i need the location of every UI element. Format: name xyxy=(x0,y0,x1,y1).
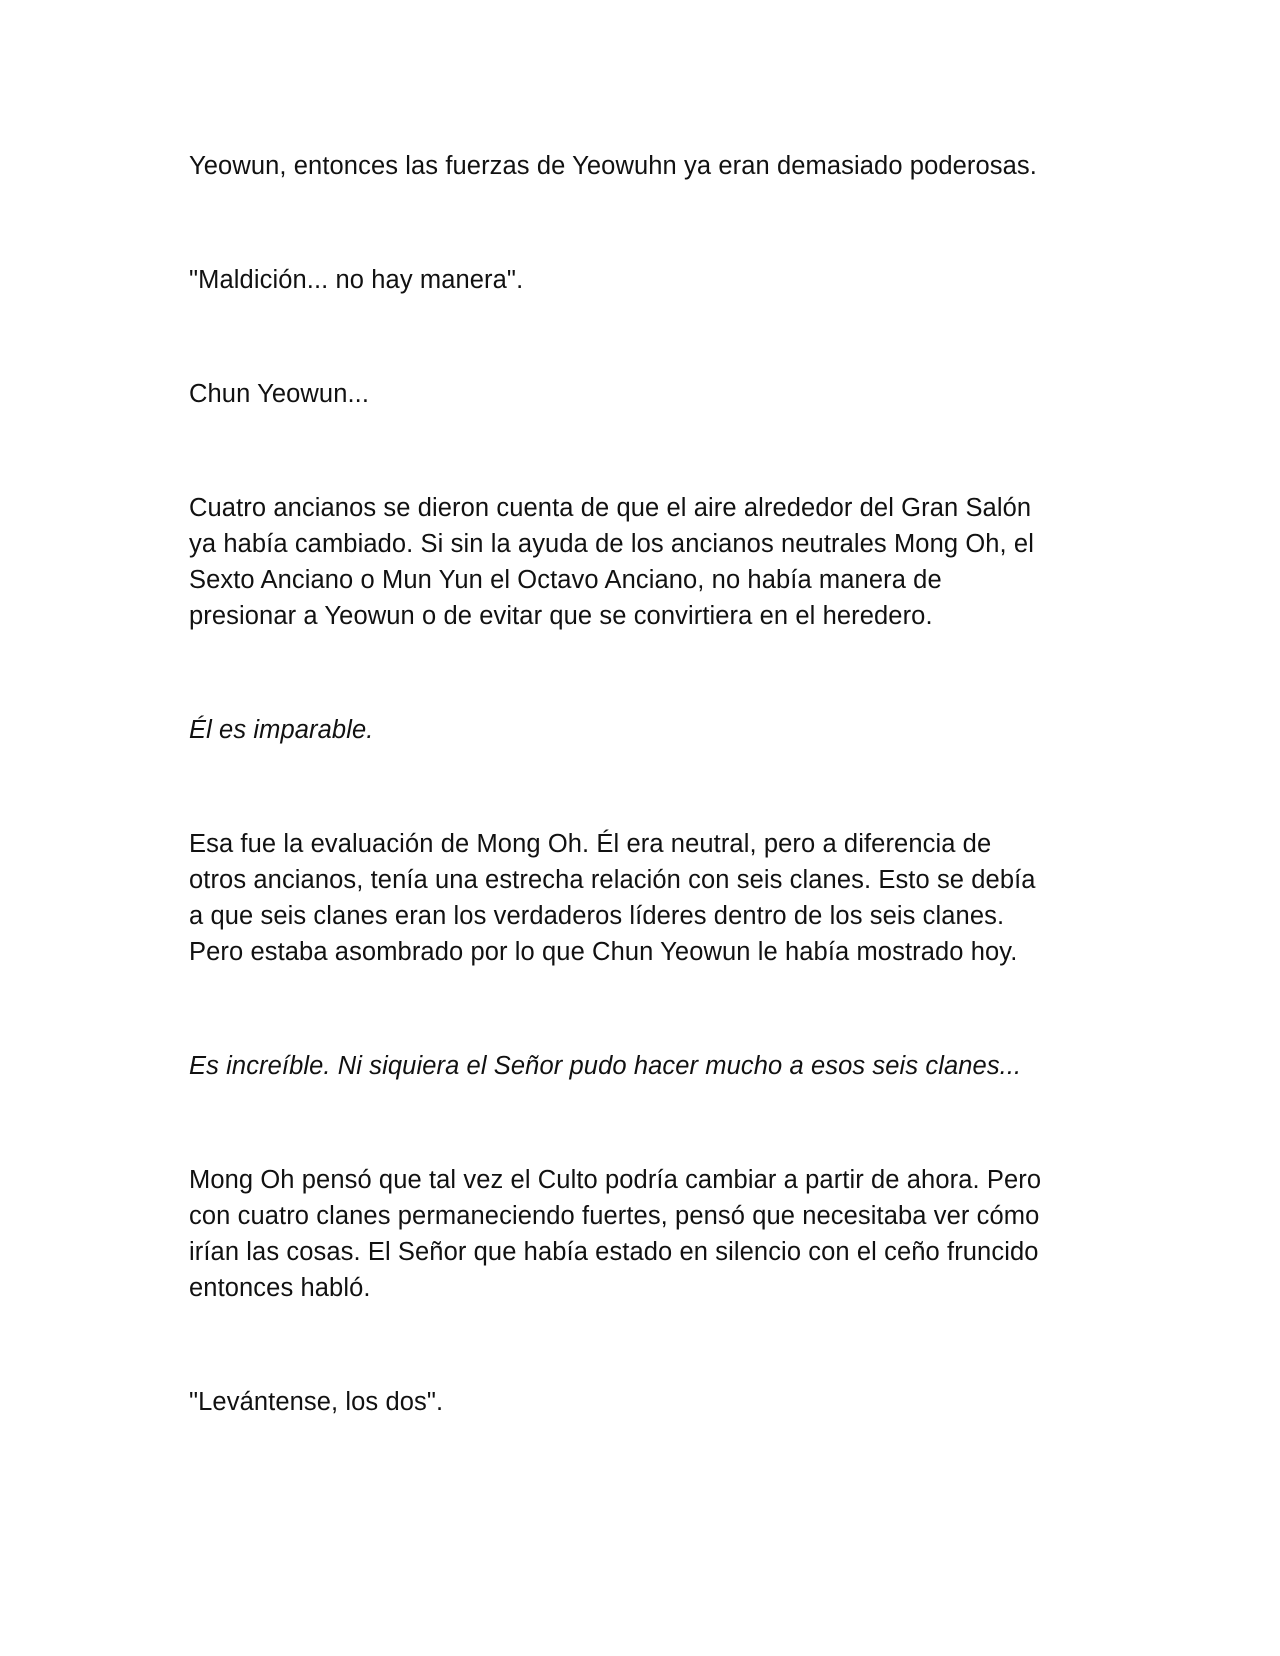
paragraph-9: "Levántense, los dos". xyxy=(189,1388,444,1416)
paragraph-3: Chun Yeowun... xyxy=(189,380,370,408)
paragraph-4: Cuatro ancianos se dieron cuenta de que el aire alrededor del Gran Salón ya había cambiado. Si sin la ayuda de los ancianos neutrales Mong Oh, el Sexto Anciano o Mun Yun el Octavo Anciano, no había manera de presionar a Yeowun o de evitar que se convirtiera en el heredero. xyxy=(189,494,1034,630)
paragraph-5: Él es imparable. xyxy=(189,716,374,744)
paragraph-6: Esa fue la evaluación de Mong Oh. Él era neutral, pero a diferencia de otros ancianos, tenía una estrecha relación con seis clanes. Esto se debía a que seis clanes eran los verdaderos líderes dentro de los seis clanes. Pero estaba asombrado por lo que Chun Yeowun le había mostrado hoy. xyxy=(189,830,1036,966)
paragraph-1: Yeowun, entonces las fuerzas de Yeowuhn ya eran demasiado poderosas. xyxy=(189,152,1037,180)
paragraph-8: Mong Oh pensó que tal vez el Culto podría cambiar a partir de ahora. Pero con cuatro clanes permaneciendo fuertes, pensó que necesitaba ver cómo irían las cosas. El Señor que había estado en silencio con el ceño fruncido entonces habló. xyxy=(189,1166,1042,1302)
paragraph-7: Es increíble. Ni siquiera el Señor pudo hacer mucho a esos seis clanes... xyxy=(189,1052,1022,1080)
paragraph-2: "Maldición... no hay manera". xyxy=(189,266,524,294)
